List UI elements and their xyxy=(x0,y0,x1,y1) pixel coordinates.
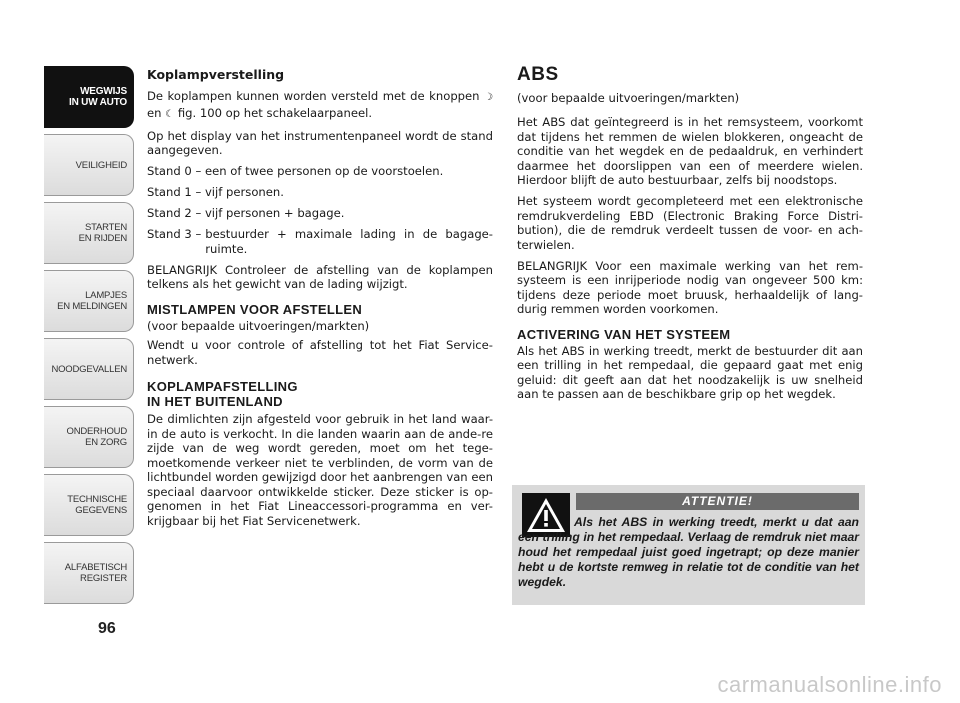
warning-text-content: Als het ABS in werking treedt, merkt u dat aan een trilling in het rempedaal. Verlaag de remdruk niet maar houd het rempedaal juist goed ingetrapt; op deze manier hebt u de kortste remweg in relatie tot de conditie van het wegdek. xyxy=(518,515,859,589)
tab-label: WEGWIJS IN UW AUTO xyxy=(69,86,127,108)
stand-0: Stand 0 – een of twee personen op de voorstoelen. xyxy=(147,164,444,178)
tab-label: TECHNISCHE GEGEVENS xyxy=(67,494,127,516)
paragraph-knoppen xyxy=(147,89,493,122)
section-heading-buitenland: IN HET BUITENLAND xyxy=(147,394,283,409)
stand-2: Stand 2 – vijf personen + bagage. xyxy=(147,206,345,220)
subheading-abs: (voor bepaalde uitvoeringen/markten) xyxy=(517,90,740,105)
subheading-uitvoeringen: (voor bepaalde uitvoeringen/markten) xyxy=(147,318,370,333)
tab-alfabetisch-register[interactable] xyxy=(44,542,134,604)
left-column xyxy=(147,68,493,535)
stand-3-label: Stand 3 – xyxy=(147,227,202,241)
section-heading-mistlampen: MISTLAMPEN VOOR AFSTELLEN xyxy=(147,301,363,317)
tab-technische-gegevens[interactable] xyxy=(44,474,134,536)
stand-3-text: bestuurder + maximale lading in de bagage-ruimte. xyxy=(205,227,493,256)
paragraph-abs-3: BELANGRIJK Voor een maximale werking van het rem-systeem is een inrijperiode nodig van ongeveer 500 km: tijdens deze periode moet bruusk, herhaaldelijk of lang-durig remmen worden voorkomen. xyxy=(517,258,863,316)
tab-onderhoud-en-zorg[interactable] xyxy=(44,406,134,468)
watermark: carmanualsonline.info xyxy=(717,672,942,697)
paragraph-display: Op het display van het instrumentenpaneel wordt de stand aangegeven. xyxy=(147,128,493,157)
text: fig. 100 op het schakelaarpaneel. xyxy=(174,105,373,120)
headlamp-down-icon: ☽ xyxy=(484,92,493,103)
tab-label: STARTEN EN RIJDEN xyxy=(78,222,127,244)
tab-label: LAMPJES EN MELDINGEN xyxy=(57,290,127,312)
paragraph-buitenland: De dimlichten zijn afgesteld voor gebruik in het land waar-in de auto is verkocht. In die landen waarin aan de ande-re zijde van de weg wordt gereden, moet om het tege-moetkomende verkeer niet te verblinden, de vorm van de lichtbundel worden gewijzigd door het aanbrengen van een speciaal daarvoor ontwikkelde sticker. Deze sticker is op-genomen in het Fiat Lineaccessori-programma en ver-krijgbaar bij het Fiat Servicenetwerk. xyxy=(147,412,493,528)
section-heading-koplampverstelling: Koplampverstelling xyxy=(147,67,285,82)
paragraph-mistlampen: Wendt u voor controle of afstelling tot het Fiat Service-netwerk. xyxy=(147,338,493,367)
right-column xyxy=(517,64,863,408)
paragraph-activering: Als het ABS in werking treedt, merkt de bestuurder dit aan een trilling in het rempedaal, die gepaard gaat met enig geluid: dit geeft aan dat het noodzakelijk is uw snelheid aan te passen aan de beschikbare grip op het wegdek. xyxy=(517,343,863,401)
tab-label: VEILIGHEID xyxy=(75,159,127,171)
headlamp-up-icon: ☾ xyxy=(165,108,175,120)
paragraph-belangrijk: BELANGRIJK Controleer de afstelling van de koplampen telkens als het gewicht van de lading wijzigt. xyxy=(147,262,493,291)
tab-label: NOODGEVALLEN xyxy=(51,363,127,375)
text: en xyxy=(147,105,166,120)
text: De koplampen kunnen worden versteld met de knoppen xyxy=(147,89,485,103)
section-heading-activering: ACTIVERING VAN HET SYSTEEM xyxy=(517,326,731,342)
stand-3 xyxy=(147,227,493,256)
tab-starten-en-rijden[interactable] xyxy=(44,202,134,264)
tab-lampjes-en-meldingen[interactable] xyxy=(44,270,134,332)
stand-1: Stand 1 – vijf personen. xyxy=(147,185,284,199)
section-heading-koplampafstelling: KOPLAMPAFSTELLING xyxy=(147,379,298,394)
paragraph-abs-2: Het systeem wordt gecompleteerd met een elektronische remdrukverdeling EBD (Electronic Braking Force Distri-bution), die de remdruk verdeelt tussen de voor- en ach-terwielen. xyxy=(517,194,863,252)
tab-wegwijs-in-uw-auto[interactable] xyxy=(44,66,134,128)
tab-label: ALFABETISCH REGISTER xyxy=(64,562,127,584)
tab-veiligheid[interactable] xyxy=(44,134,134,196)
warning-text xyxy=(518,515,859,590)
page-number: 96 xyxy=(98,620,116,637)
warning-box xyxy=(512,485,865,605)
tab-label: ONDERHOUD EN ZORG xyxy=(66,426,127,448)
section-heading-abs: ABS xyxy=(517,64,559,85)
tab-noodgevallen[interactable] xyxy=(44,338,134,400)
paragraph-abs-1: Het ABS dat geïntegreerd is in het remsysteem, voorkomt dat tijdens het remmen de wielen blokkeren, ongeacht de conditie van het wegdek en de pedaaldruk, en verhindert daarmee het doorslippen van een of meerdere wielen. Hierdoor blijft de auto bestuurbaar, zelfs bij noodstops. xyxy=(517,115,863,187)
warning-title: ATTENTIE! xyxy=(576,493,859,510)
